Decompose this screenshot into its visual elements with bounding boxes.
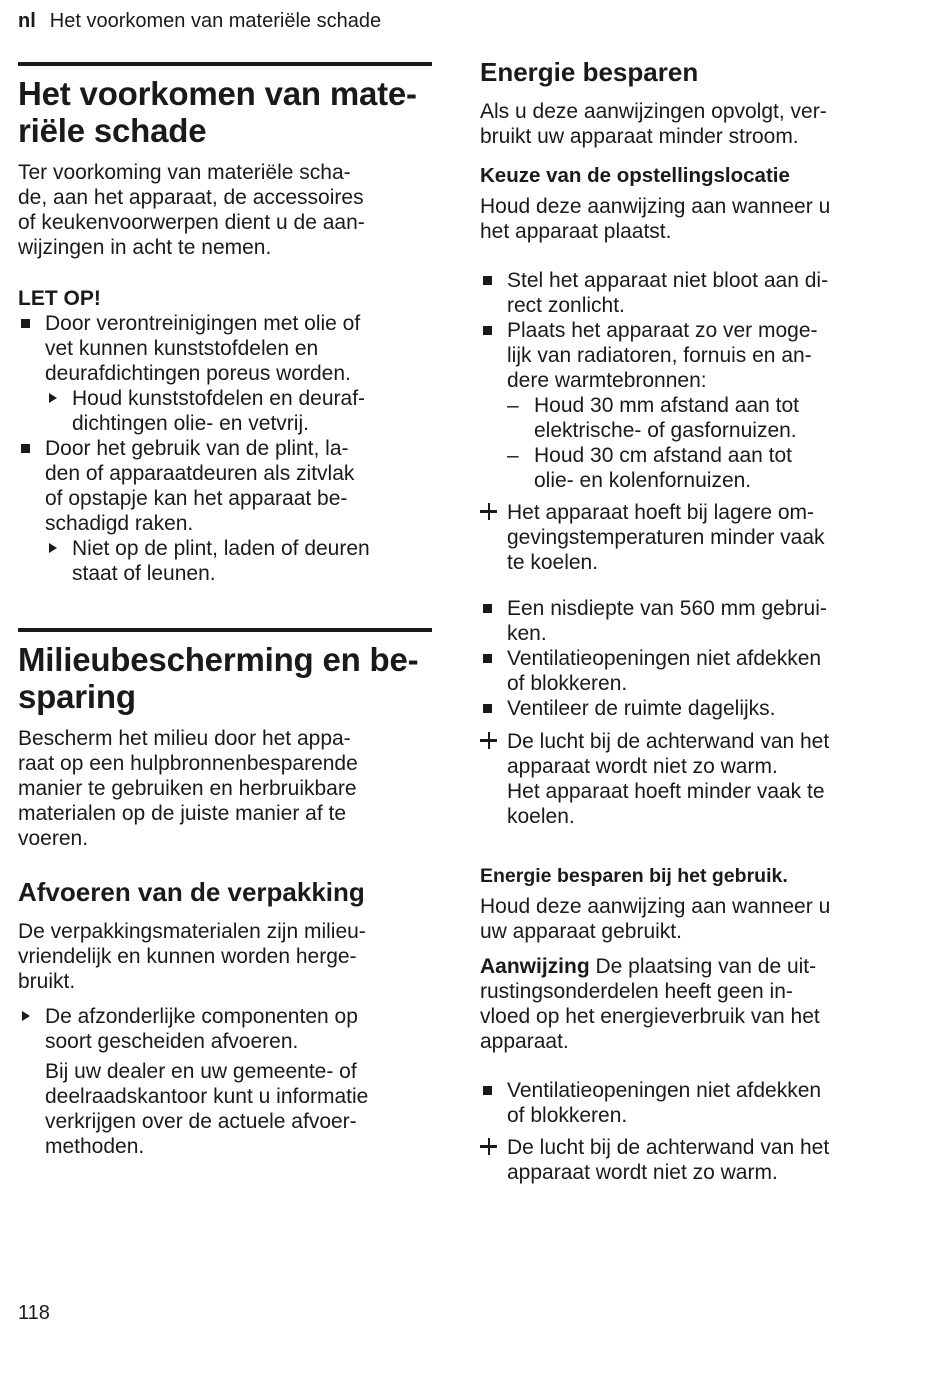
action-item: Niet op de plint, laden of deuren staat of leunen. (45, 536, 432, 586)
action-item: De afzonderlijke componenten op soort gescheiden afvoeren. Bij uw dealer en uw gemeente- of deelraadskantoor kunt u informatie verkrijgen over de actuele afvoer- methoden. (18, 1004, 432, 1159)
right-column (480, 57, 900, 1185)
location-intro: Houd deze aanwijzing aan wanneer u het apparaat plaatst. (480, 195, 831, 243)
material-damage-intro: Ter voorkoming van materiële scha- de, aan het apparaat, de accessoires of keukenvoorwerpen dient u de aan- wijzingen in acht te nemen. (18, 161, 365, 259)
subsection-title-location: Keuze van de opstellingslocatie (480, 164, 790, 187)
result-item: Het apparaat hoeft bij lagere om- gevingstemperaturen minder vaak te koelen. (480, 500, 900, 575)
packaging-note: Bij uw dealer en uw gemeente- of deelraadskantoor kunt u informatie verkrijgen over de actuele afvoer- methoden. (45, 1060, 369, 1158)
plus-icon (480, 731, 498, 749)
usage-note: Aanwijzing De plaatsing van de uit- rustingsonderdelen heeft geen in- vloed op het energieverbruik van het apparaat. (480, 955, 820, 1053)
list-item: Ventilatieopeningen niet afdekken of blokkeren. (480, 1078, 900, 1128)
section-rule (18, 628, 432, 632)
usage-list (480, 1078, 900, 1128)
language-code: nl (18, 10, 36, 32)
location-list-2 (480, 596, 900, 721)
list-item: Stel het apparaat niet bloot aan di- rect zonlicht. (480, 268, 900, 318)
section-title-environment: Milieubescherming en be- sparing (18, 641, 419, 715)
plus-icon (480, 502, 498, 520)
list-item: Door verontreinigingen met olie of vet kunnen kunststofdelen en deurafdichtingen poreus worden. Houd kunststofdelen en deuraf- dichtingen olie- en vetvrij. (18, 311, 432, 436)
list-item: Een nisdiepte van 560 mm gebrui- ken. (480, 596, 900, 646)
list-item: Plaats het apparaat zo ver moge- lijk van radiatoren, fornuis en an- dere warmtebronnen: – Houd 30 mm afstand aan tot elektrische- of gasfornuizen. – Houd 30 cm afstand aan tot olie- en kolenfornuizen. (480, 318, 900, 493)
section-title-material-damage: Het voorkomen van mate- riële schade (18, 75, 417, 149)
list-item: Ventileer de ruimte dagelijks. (480, 696, 900, 721)
dash-item: – Houd 30 mm afstand aan tot elektrische- of gasfornuizen. (507, 393, 900, 443)
note-label: Aanwijzing (480, 955, 590, 978)
dash-item: – Houd 30 cm afstand aan tot olie- en kolenfornuizen. (507, 443, 900, 493)
result-item: De lucht bij de achterwand van het apparaat wordt niet zo warm. Het apparaat hoeft minder vaak te koelen. (480, 729, 900, 829)
warning-list (18, 311, 432, 586)
subsection-title-usage: Energie besparen bij het gebruik. (480, 865, 788, 887)
environment-intro: Bescherm het milieu door het appa- raat op een hulpbronnenbesparende manier te gebruiken en herbruikbare materialen op de juiste manier af te voeren. (18, 727, 358, 850)
location-list-1 (480, 268, 900, 493)
list-item: Door het gebruik van de plint, la- den of apparaatdeuren als zitvlak of opstapje kan het apparaat be- schadigd raken. Niet op de plint, laden of deuren staat of leunen. (18, 436, 432, 586)
header-title: Het voorkomen van materiële schade (49, 10, 382, 32)
left-column (18, 56, 432, 1159)
energy-intro: Als u deze aanwijzingen opvolgt, ver- bruikt uw apparaat minder stroom. (480, 100, 827, 148)
section-rule (18, 62, 432, 66)
section-title-packaging: Afvoeren van de verpakking (18, 877, 365, 907)
packaging-intro: De verpakkingsmaterialen zijn milieu- vriendelijk en kunnen worden herge- bruikt. (18, 920, 366, 993)
usage-intro: Houd deze aanwijzing aan wanneer u uw apparaat gebruikt. (480, 895, 831, 943)
list-item: Ventilatieopeningen niet afdekken of blokkeren. (480, 646, 900, 696)
page-number: 118 (18, 1302, 50, 1324)
running-header (18, 8, 381, 34)
result-item: De lucht bij de achterwand van het apparaat wordt niet zo warm. (480, 1135, 900, 1185)
action-item: Houd kunststofdelen en deuraf- dichtingen olie- en vetvrij. (45, 386, 432, 436)
section-title-energy: Energie besparen (480, 57, 699, 87)
plus-icon (480, 1137, 498, 1155)
warning-label: LET OP! (18, 287, 101, 310)
packaging-actions (18, 1004, 432, 1159)
